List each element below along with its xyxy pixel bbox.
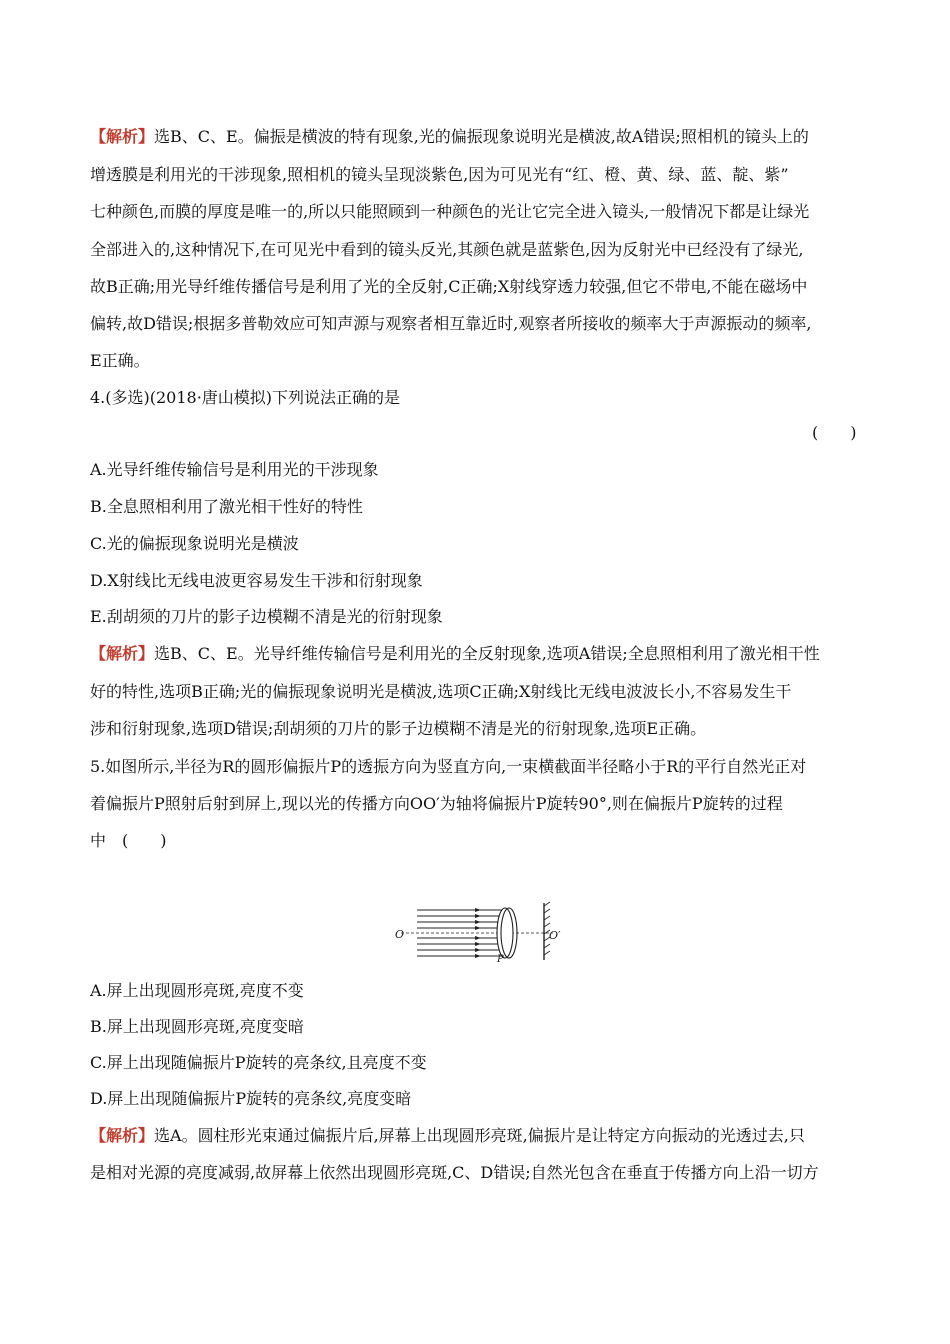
q3-analysis-line-6: 偏转,故D错误;根据多普勒效应可知声源与观察者相互靠近时,观察者所接收的频率大于声源振动的频率, — [90, 314, 812, 333]
q4-answer-bracket: ( ) — [812, 423, 857, 442]
q4-analysis-line-1: 【解析】选B、C、E。光导纤维传输信号是利用光的全反射现象,选项A错误;全息照相利用了激光相干性 — [90, 644, 820, 663]
label-o-prime: O′ — [549, 929, 561, 942]
q3-analysis-line-4: 全部进入的,这种情况下,在可见光中看到的镜头反光,其颜色就是蓝紫色,因为反射光中已经没有了绿光, — [90, 240, 804, 259]
q4-option-e: E.刮胡须的刀片的影子边模糊不清是光的衍射现象 — [90, 607, 443, 626]
q5-option-a: A.屏上出现圆形亮斑,亮度不变 — [90, 981, 304, 1000]
q5-stem-line-2: 着偏振片P照射后射到屏上,现以光的传播方向OO′为轴将偏振片P旋转90°,则在偏振片P旋转的过程 — [90, 794, 783, 813]
q5-option-b: B.屏上出现圆形亮斑,亮度变暗 — [90, 1017, 304, 1036]
q4-option-c: C.光的偏振现象说明光是横波 — [90, 534, 299, 553]
q4-analysis-line-2: 好的特性,选项B正确;光的偏振现象说明光是横波,选项C正确;X射线比无线电波波长小,不容易发生干 — [90, 682, 792, 701]
polarizer-disk — [497, 908, 513, 958]
polarizer-figure — [395, 900, 570, 962]
q3-analysis-line-5: 故B正确;用光导纤维传播信号是利用了光的全反射,C正确;X射线穿透力较强,但它不带电,不能在磁场中 — [90, 277, 808, 296]
q3-analysis-line-2: 增透膜是利用光的干涉现象,照相机的镜头呈现淡紫色,因为可见光有“红、橙、黄、绿、蓝、靛、紫” — [90, 165, 789, 184]
q3-analysis-line-1: 【解析】选B、C、E。偏振是横波的特有现象,光的偏振现象说明光是横波,故A错误;照相机的镜头上的 — [90, 127, 809, 146]
analysis-tag: 【解析】 — [90, 644, 155, 663]
label-p: P — [497, 954, 504, 962]
q5-stem-line-3: 中 ( ) — [90, 831, 167, 850]
q5-option-c: C.屏上出现随偏振片P旋转的亮条纹,且亮度不变 — [90, 1053, 427, 1072]
q3-analysis-line-7: E正确。 — [90, 351, 150, 370]
analysis-tag: 【解析】 — [90, 127, 155, 146]
q4-analysis-line-3: 涉和衍射现象,选项D错误;刮胡须的刀片的影子边模糊不清是光的衍射现象,选项E正确。 — [90, 719, 707, 738]
q5-analysis-line-1: 【解析】选A。圆柱形光束通过偏振片后,屏幕上出现圆形亮斑,偏振片是让特定方向振动的光透过去,只 — [90, 1126, 805, 1145]
q3-analysis-line-3: 七种颜色,而膜的厚度是唯一的,所以只能照顾到一种颜色的光让它完全进入镜头,一般情况下都是让绿光 — [90, 202, 810, 221]
q4-option-b: B.全息照相利用了激光相干性好的特性 — [90, 497, 363, 516]
label-o: O — [395, 928, 405, 941]
q4-stem: 4.(多选)(2018·唐山模拟)下列说法正确的是 — [90, 388, 401, 407]
q5-analysis-line-2: 是相对光源的亮度减弱,故屏幕上依然出现圆形亮斑,C、D错误;自然光包含在垂直于传播方向上沿一切方 — [90, 1163, 819, 1182]
q4-option-a: A.光导纤维传输信号是利用光的干涉现象 — [90, 460, 379, 479]
q5-stem-line-1: 5.如图所示,半径为R的圆形偏振片P的透振方向为竖直方向,一束横截面半径略小于R的平行自然光正对 — [90, 757, 807, 776]
q5-option-d: D.屏上出现随偏振片P旋转的亮条纹,亮度变暗 — [90, 1089, 412, 1108]
q4-option-d: D.X射线比无线电波更容易发生干涉和衍射现象 — [90, 571, 423, 590]
analysis-tag: 【解析】 — [90, 1126, 155, 1145]
